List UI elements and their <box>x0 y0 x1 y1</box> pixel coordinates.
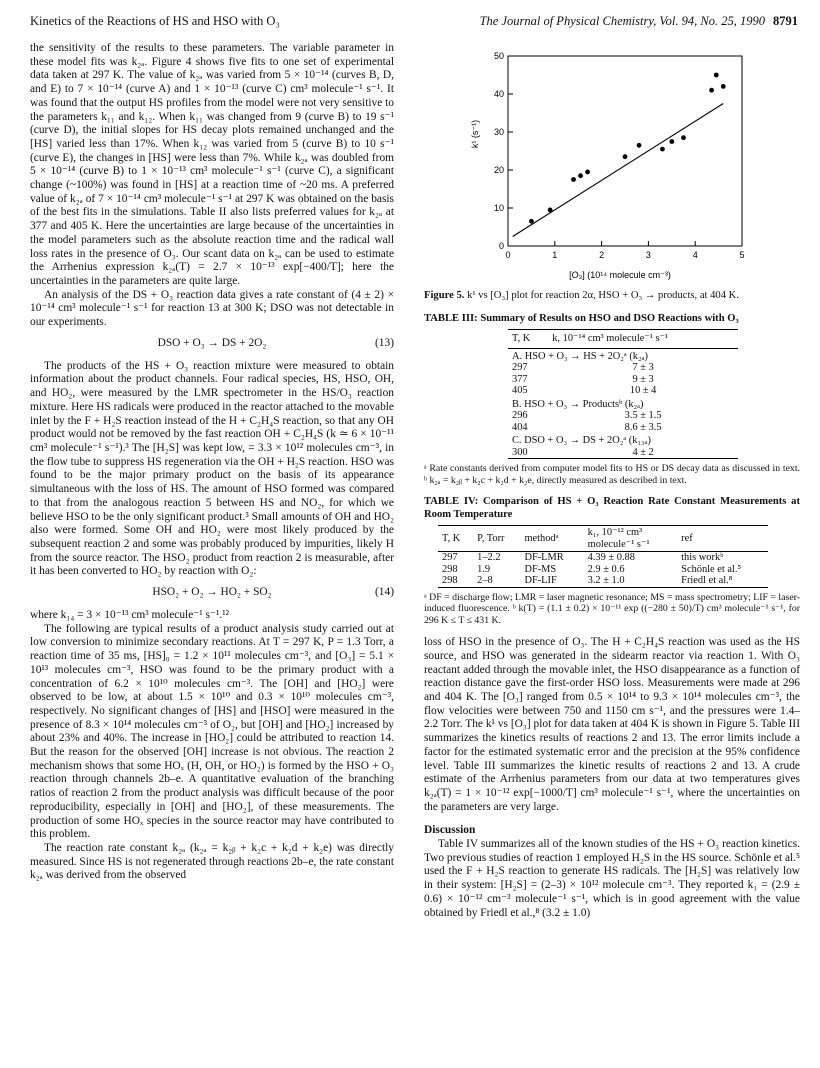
data-point <box>585 170 590 175</box>
table-4-title: TABLE IV: Comparison of HS + O₃ Reaction Rate Constant Measurements at Room Temperature <box>424 496 800 520</box>
figure-5-caption <box>424 290 800 303</box>
paragraph: The products of the HS + O₃ reaction mixture were measured to obtain information about the product channels. Four radical species, HS, HSO, OH, and HO₂, were measured by the LMR spectrometer in the HS/O₃ reaction mixture. Here HS radicals were produced in the reactor attached to the movable inlet by the F + H₂S reaction instead of the H + C₂H₄S reaction, so that any OH product would not be removed by the fast reaction OH + C₂H₄S (k ≃ 6 × 10⁻¹¹ cm³ molecule⁻¹ s⁻¹).³ The [H₂S] was kept low, = 3.3 × 10¹² molecules cm⁻³, in the flow tube to suppress HS regeneration via the OH + H₂S reaction. HSO was found to be the major primary product on the basis of its appearance simultaneous with the loss of HS. The amount of HSO formed was compared to that from the analogous reaction 5 between HS and NO₂, for which we believe HSO to be the only significant product.³ Small amounts of OH and HO₂ also were formed. Some OH and HO₂ were most likely produced by the subsequent reaction 2 and some was probably produced by impurities, likely H from the source reactor. The HSO₂ product from reaction 2 is measurable, after it has been converted to HO₂ by reaction with O₂: <box>30 359 394 578</box>
table-cell: 297 <box>442 552 458 564</box>
table-cell: 377 <box>512 373 528 385</box>
table-cell: 404 <box>512 421 528 433</box>
table-cell: Friedl et al.⁸ <box>681 575 733 587</box>
table-cell: 296 <box>512 410 528 422</box>
plot-axes <box>494 51 745 260</box>
equation-body: HSO₂ + O₂ → HO₂ + SO₂ <box>152 586 272 599</box>
running-header <box>30 14 798 34</box>
table-4 <box>438 525 768 588</box>
table-cell: this workᵇ <box>681 552 724 564</box>
table-cell: 7 ± 3 <box>632 362 654 374</box>
table-cell: 300 <box>512 446 528 458</box>
data-point <box>548 208 553 213</box>
table-group-label: C. DSO + O₃ → DS + 2O₂ᵃ (k₁₃ₐ) <box>512 435 651 447</box>
equation-body: DSO + O₃ → DS + 2O₂ <box>157 336 267 349</box>
table-cell: 10 ± 4 <box>629 385 657 397</box>
table-row <box>508 447 738 459</box>
data-point <box>709 88 714 93</box>
table-3 <box>508 329 738 459</box>
x-tick-label: 1 <box>552 250 558 260</box>
data-point <box>623 154 628 159</box>
table-cell: 3.5 ± 1.5 <box>624 410 662 422</box>
right-column <box>424 42 800 920</box>
table-group-label: B. HSO + O₃ → Productsᵇ (k₂ₐ) <box>512 398 644 410</box>
equation-13 <box>30 334 394 356</box>
data-point <box>578 173 583 178</box>
table-3-footnote: ᵃ Rate constants derived from computer model fits to HS or DS decay data as discussed in text. ᵇ k₂ₐ = k₂ᵦ + k₂c + k₂d + k₂e, directly measured as described in text. <box>424 463 800 486</box>
table-header: T, K <box>438 526 473 552</box>
y-tick-label: 20 <box>493 165 504 175</box>
data-point <box>637 143 642 148</box>
plot-marks <box>513 73 726 237</box>
data-point <box>669 139 674 144</box>
data-point <box>571 177 576 182</box>
table-cell: 3.2 ± 1.0 <box>587 575 625 587</box>
table-row <box>438 564 768 576</box>
table-cell: 2.9 ± 0.6 <box>587 563 625 575</box>
table-header: k, 10⁻¹⁴ cm³ molecule⁻¹ s⁻¹ <box>548 330 738 349</box>
table-row <box>438 552 768 564</box>
table-cell: DF-LIF <box>524 575 557 587</box>
table-cell: DF-MS <box>524 563 557 575</box>
table-header: k₁, 10⁻¹² cm³ molecule⁻¹ s⁻¹ <box>584 526 678 552</box>
table-row <box>438 575 768 587</box>
table-cell: 298 <box>442 563 458 575</box>
data-point <box>714 73 719 78</box>
page-number: 8791 <box>773 14 798 28</box>
table-header: ref <box>677 526 768 552</box>
paragraph: An analysis of the DS + O₃ reaction data gives a rate constant of (4 ± 2) × 10⁻¹⁴ cm³ molecule⁻¹ s⁻¹ for reaction 13 at 300 K; DSO was not detectable in our experiments. <box>30 288 394 329</box>
table-cell: 4 ± 2 <box>632 446 654 458</box>
equation-14 <box>30 583 394 605</box>
y-tick-label: 0 <box>498 241 504 251</box>
table-row <box>508 374 738 386</box>
table-cell: 2–8 <box>477 575 493 587</box>
y-tick-label: 40 <box>493 89 504 99</box>
equation-number: (13) <box>375 336 394 349</box>
table-row <box>508 410 738 422</box>
y-tick-label: 50 <box>493 51 504 61</box>
paragraph: The following are typical results of a product analysis study carried out at low conversion to minimize secondary reactions. At T = 297 K, P = 1.3 Torr, a reaction time of 35 ms, [HS]₀ = 1.2 × 10¹¹ molecules cm⁻³, and [O₃] = 5.1 × 10¹³ molecules cm⁻³, HSO was found to be the primary product with a concentration of 6.2 × 10¹⁰ molecules cm⁻³. The [OH] and [HO₂] were observed to be low, at about 1.5 × 10¹⁰ and 0.3 × 10¹⁰ molecules cm⁻³, respectively. No significant changes of [HS] and [HSO] were measured in the presence of 8.3 × 10¹⁴ molecules cm⁻³ of O₂, but [OH] and [HO₂] increased by about 23% and 40%. The increase in [HO₂] could be attributed to reaction 14. But the reason for the observed [OH] increase is not obvious. The reaction 2 mechanism shows that some HOₓ (H, OH, or HO₂) is formed by the HSO + O₃ reaction through channels 2b–e. A quantitative evaluation of the branching ratios of reaction 2 from the product analysis was difficult because of the poor reproducibility, especially in [OH] and [HO₂], of these measurements. The production of some HOₓ species in the source reactor may have contributed to this problem. <box>30 622 394 841</box>
table-group-label: A. HSO + O₃ → HS + 2O₂ᵃ (k₂ₐ) <box>512 350 648 362</box>
figure-5 <box>424 42 800 286</box>
table-cell: 1.9 <box>477 563 491 575</box>
figure-5-plot <box>424 42 800 286</box>
table-cell: Schönle et al.⁵ <box>681 563 742 575</box>
fit-line <box>513 104 724 237</box>
paragraph: the sensitivity of the results to these parameters. The variable parameter in these model fits was k₂ₐ. Figure 4 shows five fits to one set of experimental data taken at 297 K. The value of k₂ₐ was varied from 5 × 10⁻¹⁴ (curves B, D, and E) to 7 × 10⁻¹⁴ (curve A) and 1 × 10⁻¹³ (curve C) cm³ molecule⁻¹ s⁻¹. It was found that the output HS profiles from the model were not very sensitive to the parameters k₁₁ and k₁₂. When k₁₁ was changed from 9 (curve B) to 19 s⁻¹ (curve D), the initial slopes for HS decay plots remained unchanged and the [HS] varied less than 17%. When k₁₂ was varied from 5 (curve B) to 10 s⁻¹ (curve E), the changes in [HS] were less than 7%. While k₂ₐ was doubled from 5 × 10⁻¹⁴ (curve B) to 1 × 10⁻¹³ cm³ molecule⁻¹ s⁻¹ (curve C), a significant change (~100%) was found in [HS] at a reaction time of ~20 ms. A preferred value of k₂ₐ of 7 × 10⁻¹⁴ cm³ molecule⁻¹ s⁻¹ at 297 K was obtained on the basis of the best fits in the simulations. Table II also lists preferred values for k₂ₐ at 377 and 405 K. Here the uncertainties are large because of the uncertainties in the model parameters such as the absolute reaction time and the radical wall loss rates in the presence of O₃. Our scant data on k₂ₐ can be used to estimate the Arrhenius expression k₂ₐ(T) = 2.7 × 10⁻¹³ exp[−400/T]; here the uncertainties in the parameters are quite large. <box>30 42 394 287</box>
equation-number: (14) <box>375 586 394 599</box>
table-cell: 297 <box>512 362 528 374</box>
y-tick-label: 30 <box>493 127 504 137</box>
header-journal: The Journal of Physical Chemistry, Vol. 94, No. 25, 1990 8791 <box>479 14 798 28</box>
data-point <box>721 84 726 89</box>
x-tick-label: 3 <box>645 250 651 260</box>
x-axis-label: [O₃] (10¹⁴ molecule cm⁻³) <box>569 270 671 280</box>
left-column <box>30 42 394 883</box>
table-row <box>508 385 738 397</box>
table-header: methodᵃ <box>520 526 583 552</box>
y-tick-label: 10 <box>493 203 504 213</box>
table-cell: 1–2.2 <box>477 552 501 564</box>
table-cell: 4.39 ± 0.88 <box>587 552 635 564</box>
x-tick-label: 2 <box>599 250 605 260</box>
data-point <box>529 219 534 224</box>
paragraph: Table IV summarizes all of the known studies of the HS + O₃ reaction kinetics. Two previous studies of reaction 1 employed H₂S in the HS source. Schönle et al.⁵ used the F + H₂S reaction to generate HS radicals. The [H₂S] was relatively low in their system: [H₂S] = (2–3) × 10¹² molecule cm⁻³. They reported k₁ = (2.9 ± 0.6) × 10⁻¹² cm⁻³ molecule⁻¹ s⁻¹, which is in good agreement with the value obtained by Friedl et al.,⁸ (3.2 ± 1.0) <box>424 838 801 919</box>
table-cell: 405 <box>512 385 528 397</box>
table-row <box>508 422 738 434</box>
x-tick-label: 0 <box>505 250 511 260</box>
table-cell: 298 <box>442 575 458 587</box>
table-3-title: TABLE III: Summary of Results on HSO and DSO Reactions with O₃ <box>424 312 739 324</box>
table-row <box>508 362 738 374</box>
table-header: P, Torr <box>473 526 520 552</box>
x-tick-label: 5 <box>739 250 745 260</box>
data-point <box>681 135 686 140</box>
section-heading-discussion: Discussion <box>424 824 476 837</box>
data-point <box>660 147 665 152</box>
table-header: T, K <box>508 330 548 349</box>
table-cell: 8.6 ± 3.5 <box>624 421 662 433</box>
table-4-footnote: ᵃ DF = discharge flow; LMR = laser magnetic resonance; MS = mass spectrometry; LIF = laser-induced fluorescence. ᵇ k(T) = (1.1 ± 0.2) × 10⁻¹¹ exp ((−280 ± 50)/T) cm³ molecule⁻¹ s⁻¹, for 296 K ≤ T ≤ 431 K. <box>424 591 800 626</box>
x-tick-label: 4 <box>692 250 698 260</box>
table-cell: DF-LMR <box>524 552 564 564</box>
y-axis-label: k¹ (s⁻¹) <box>470 119 480 149</box>
paragraph: loss of HSO in the presence of O₃. The H + C₂H₄S reaction was used as the HS source, and HSO was generated in the sidearm reactor via reaction 1. With O₃ reactant added through the movable inlet, the HSO disappearance as a function of reaction distance gave the first-order HSO loss. Measurements were made at 296 and 404 K. The [O₃] ranged from 0.5 × 10¹⁴ to 9.3 × 10¹⁴ molecules cm⁻³, the flow velocities were between 750 and 1150 cm s⁻¹, and the pressures were 1.4–2.2 Torr. The k¹ vs [O₃] plot for data taken at 404 K is shown in Figure 5. Table III summarizes the kinetics results of reactions 2 and 13. The error limits include a factor for the estimated systematic error and the precision at the 95% confidence level. Table III summarizes the kinetic results of reactions 2 and 13. A crude estimate of the Arrhenius parameters from our data at two temperatures gives k₂ₐ(T) = 1 × 10⁻¹² exp[−1000/T] cm³ molecule⁻¹ s⁻¹, where the uncertainties on the parameters are very large. <box>424 636 800 813</box>
caption-label: Figure 5. <box>424 290 465 301</box>
table-cell: 9 ± 3 <box>632 373 654 385</box>
caption-text: k¹ vs [O₃] plot for reaction 2α, HSO + O₃ → products, at 404 K. <box>467 290 739 301</box>
paragraph: where k₁₄ = 3 × 10⁻¹³ cm³ molecule⁻¹ s⁻¹.¹² <box>30 609 230 622</box>
paragraph: The reaction rate constant k₂ₐ (k₂ₐ = k₂ᵦ + k₂c + k₂d + k₂e) was directly measured. Since HS is not regenerated through reactions 2b–e, the rate constant k₂ₐ was derived from the observed <box>30 841 394 882</box>
header-title: Kinetics of the Reactions of HS and HSO with O₃ <box>30 14 280 28</box>
